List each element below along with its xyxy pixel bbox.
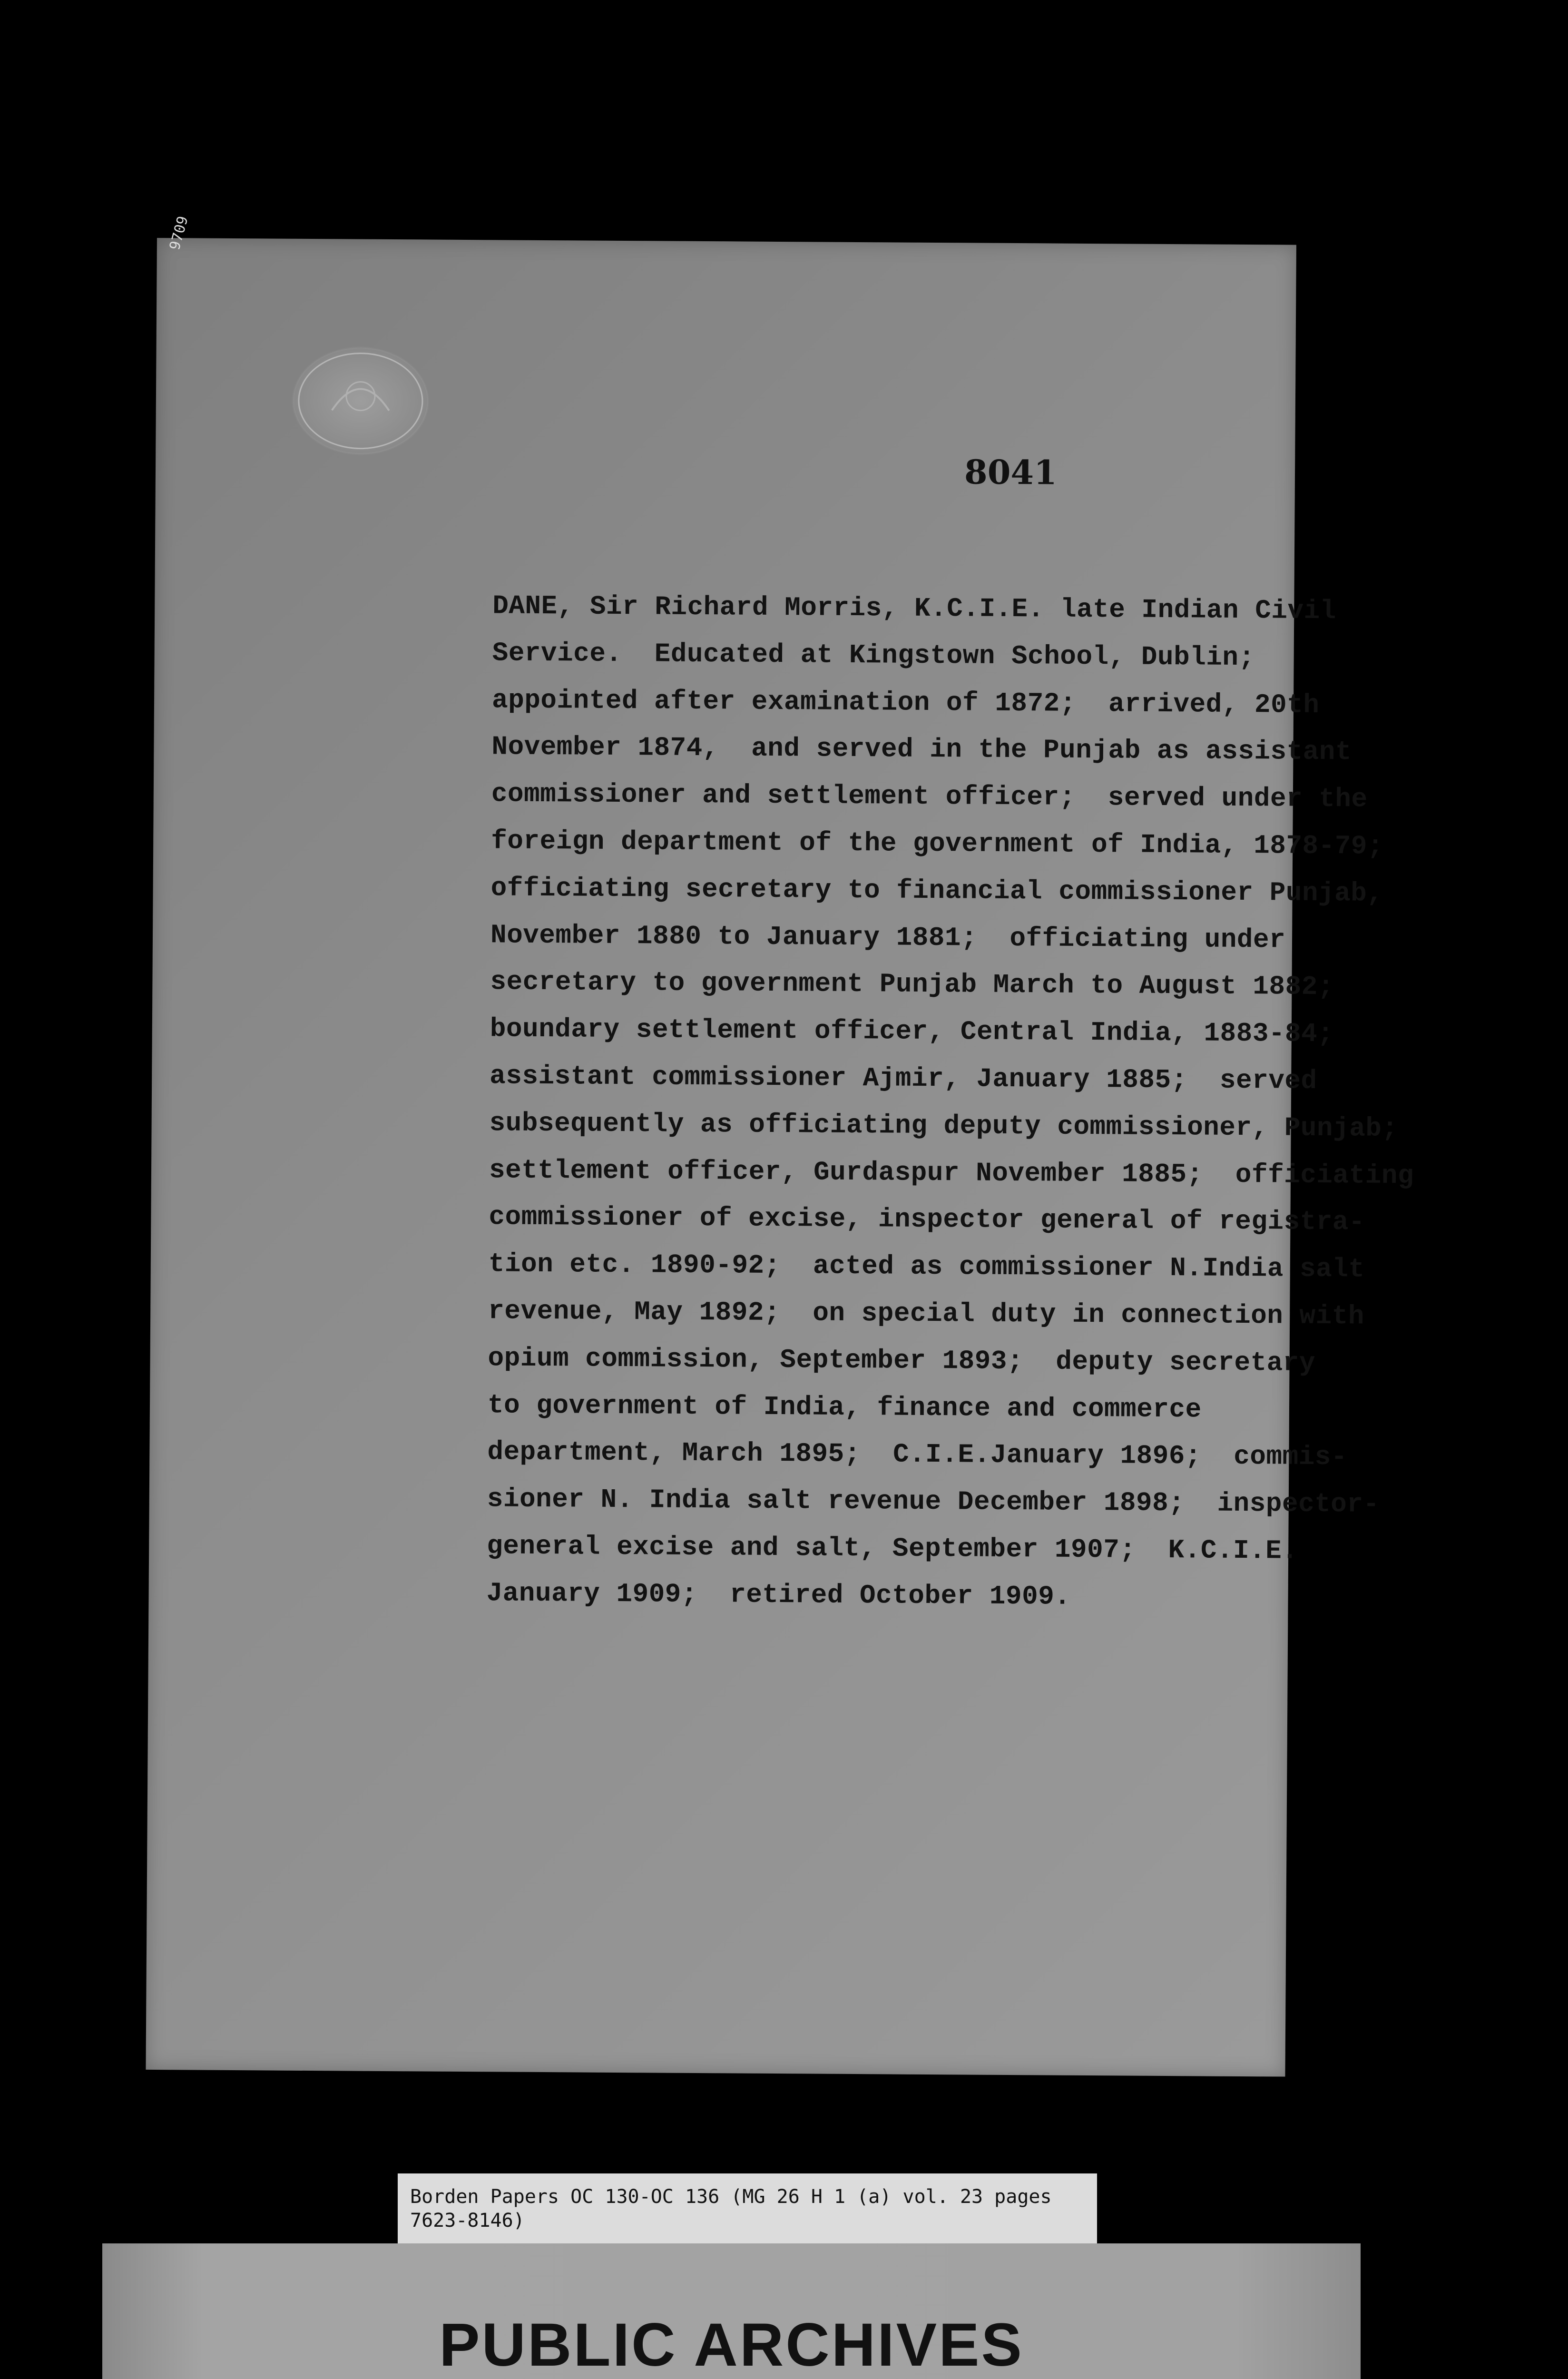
text-line: foreign department of the government of India, 1878-79;	[491, 826, 1384, 862]
text-line: November 1874, and served in the Punjab as assistant	[491, 731, 1352, 767]
document-page	[146, 214, 1414, 2077]
text-line: January 1909; retired October 1909.	[486, 1578, 1071, 1612]
archives-card	[102, 2243, 1361, 2379]
text-line: subsequently as officiating deputy commissioner, Punjab;	[489, 1108, 1398, 1144]
text-line: boundary settlement officer, Central India, 1883-84;	[490, 1013, 1334, 1050]
text-line: officiating secretary to financial commissioner Punjab,	[490, 873, 1383, 909]
text-line: tion etc. 1890-92; acted as commissioner N.India salt	[488, 1248, 1365, 1285]
page-number: 8041	[964, 452, 1058, 492]
text-line: secretary to government Punjab March to August 1882;	[490, 966, 1334, 1003]
text-line: settlement officer, Gurdaspur November 1885; officiating	[489, 1154, 1414, 1191]
text-line: revenue, May 1892; on special duty in connection with	[488, 1296, 1365, 1332]
reference-line: 7623-8146)	[410, 2210, 525, 2232]
text-line: to government of India, finance and commerce	[487, 1389, 1202, 1425]
reference-line: Borden Papers OC 130-OC 136 (MG 26 H 1 (a) vol. 23 pages	[410, 2186, 1052, 2208]
text-line: opium commission, September 1893; deputy secretary	[488, 1343, 1316, 1378]
text-line: commissioner of excise, inspector general of registra-	[489, 1201, 1365, 1238]
biography-text	[486, 582, 1414, 1622]
text-line: sioner N. India salt revenue December 1898; inspector-	[487, 1484, 1380, 1520]
reference-label	[398, 2173, 1097, 2245]
embossed-seal-icon	[294, 348, 427, 454]
text-line: November 1880 to January 1881; officiating under	[490, 919, 1286, 955]
text-line: department, March 1895; C.I.E.January 1896; commis-	[487, 1436, 1348, 1473]
text-line: Service. Educated at Kingstown School, Dublin;	[492, 638, 1255, 673]
text-line: general excise and salt, September 1907; K.C.I.E.	[487, 1531, 1298, 1566]
text-line: DANE, Sir Richard Morris, K.C.I.E. late Indian Civil	[492, 590, 1336, 627]
margin-note: 9709	[166, 214, 192, 252]
text-line: commissioner and settlement officer; served under the	[491, 778, 1368, 815]
text-line: appointed after examination of 1872; arrived, 20th	[491, 684, 1320, 720]
archives-title-en: PUBLIC ARCHIVES	[439, 2311, 1024, 2379]
text-line: assistant commissioner Ajmir, January 1885; served	[490, 1061, 1317, 1096]
